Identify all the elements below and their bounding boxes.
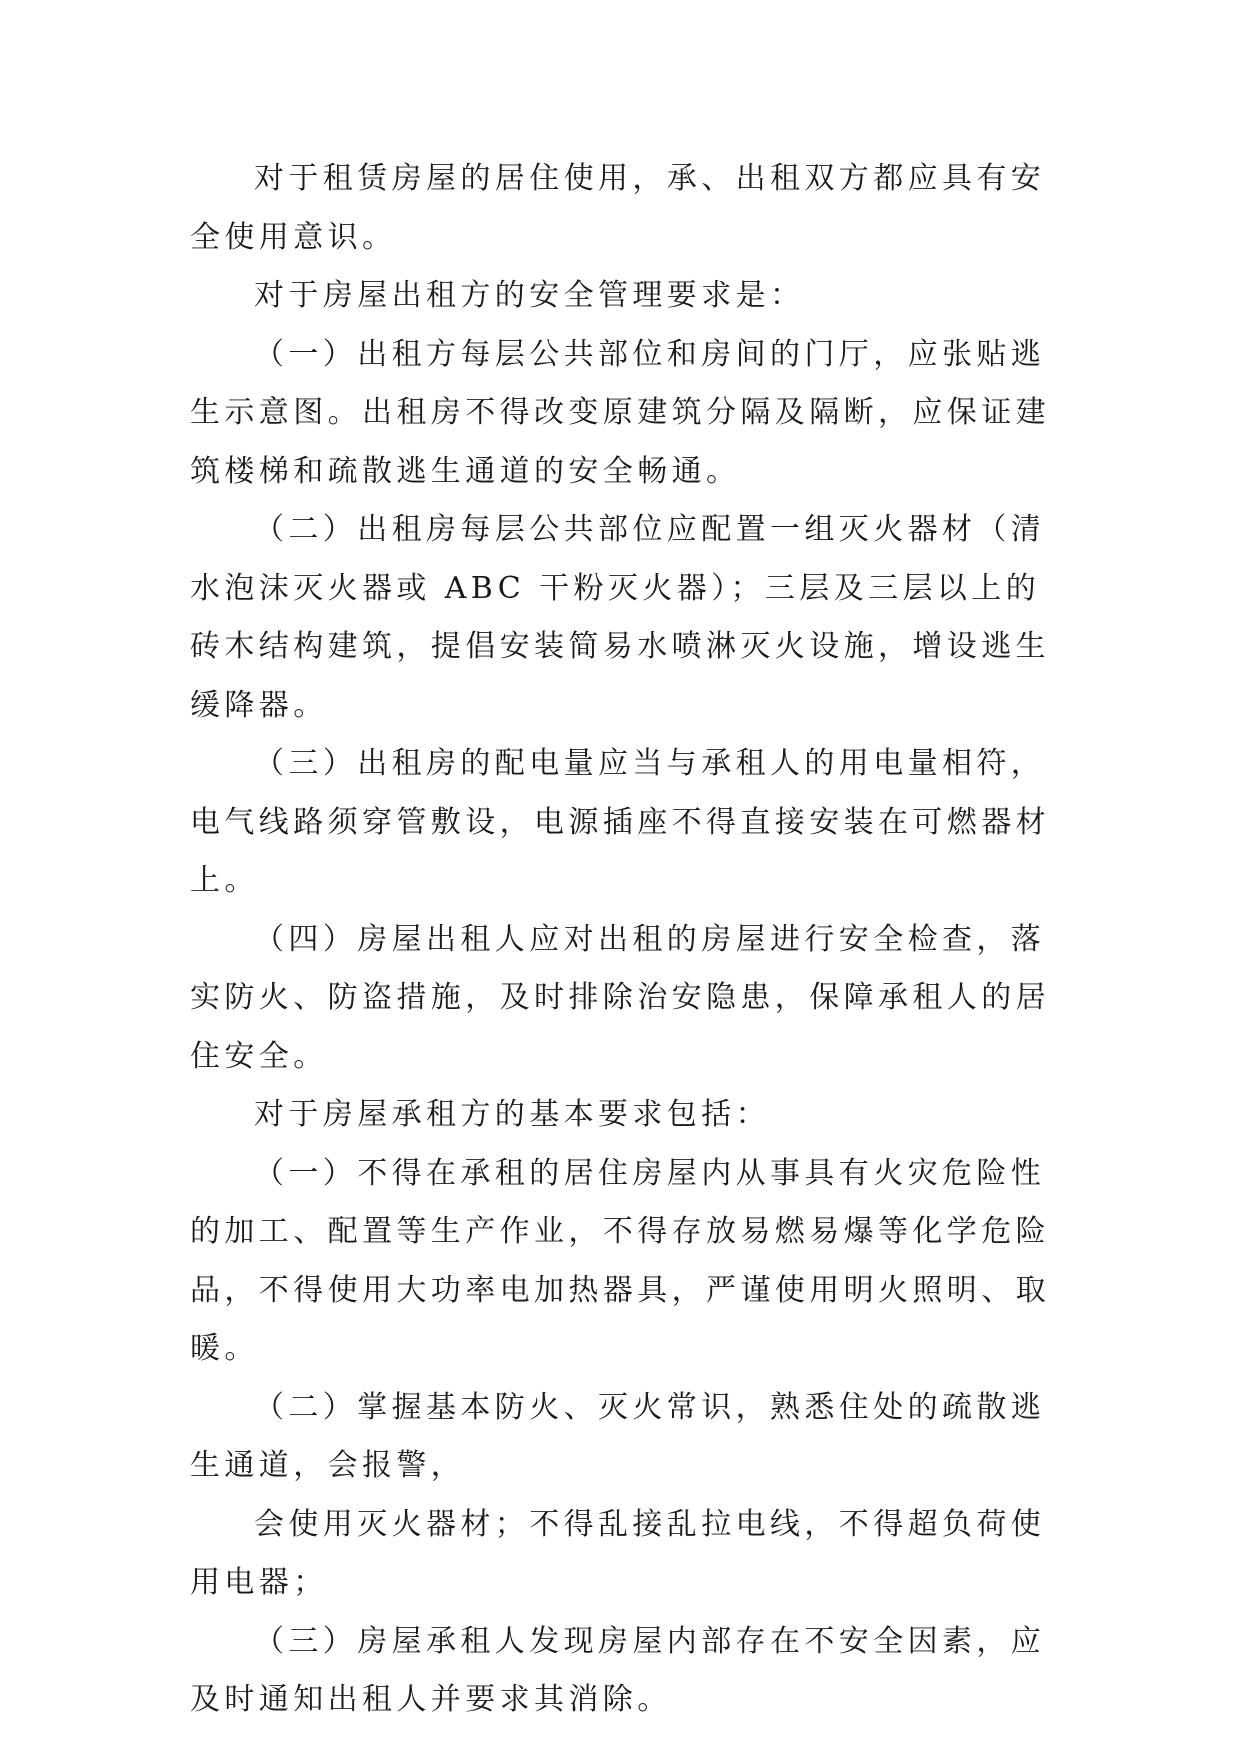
paragraph-landlord-item-3: （三）出租房的配电量应当与承租人的用电量相符，电气线路须穿管敷设，电源插座不得直接安装在可燃器材上。 xyxy=(190,746,1050,898)
paragraph-landlord-item-1: （一）出租方每层公共部位和房间的门厅，应张贴逃生示意图。出租房不得改变原建筑分隔及隔断，应保证建筑楼梯和疏散逃生通道的安全畅通。 xyxy=(190,336,1050,489)
paragraph-landlord-item-2: （二）出租房每层公共部位应配置一组灭火器材（清水泡沫灭火器或 ABC 干粉灭火器）；三层及三层以上的砖木结构建筑，提倡安装简易水喷淋灭火设施，增设逃生缓降器。 xyxy=(190,512,1050,723)
document-body xyxy=(190,150,1050,1730)
paragraph-landlord-heading: 对于房屋出租方的安全管理要求是： xyxy=(254,278,805,313)
paragraph-tenant-item-1: （一）不得在承租的居住房屋内从事具有火灾危险性的加工、配置等生产作业，不得存放易燃易爆等化学危险品，不得使用大功率电加热器具，严谨使用明火照明、取暖。 xyxy=(190,1155,1050,1366)
paragraph-intro: 对于租赁房屋的居住使用，承、出租双方都应具有安全使用意识。 xyxy=(190,161,1046,255)
paragraph-tenant-item-2: （二）掌握基本防火、灭火常识，熟悉住处的疏散逃生通道，会报警， xyxy=(190,1389,1046,1483)
paragraph-tenant-item-3: （三）房屋承租人发现房屋内部存在不安全因素，应及时通知出租人并要求其消除。 xyxy=(190,1623,1046,1717)
paragraph-tenant-item-2-continued: 会使用灭火器材；不得乱接乱拉电线，不得超负荷使用电器； xyxy=(190,1506,1046,1600)
paragraph-landlord-item-4: （四）房屋出租人应对出租的房屋进行安全检查，落实防火、防盗措施，及时排除治安隐患，保障承租人的居住安全。 xyxy=(190,921,1050,1074)
paragraph-tenant-heading: 对于房屋承租方的基本要求包括： xyxy=(254,1097,770,1132)
